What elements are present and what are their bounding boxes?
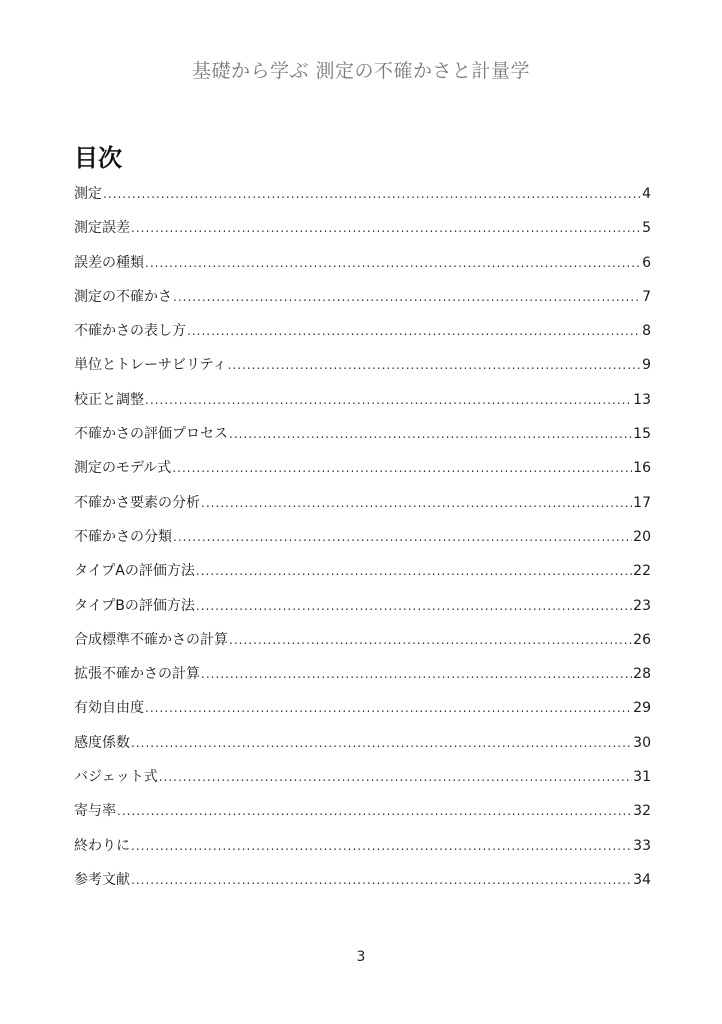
toc-list <box>74 177 651 897</box>
toc-dot-leader <box>228 348 641 382</box>
toc-entry-label: 単位とトレーサビリティ <box>74 357 227 374</box>
toc-dot-leader <box>131 211 641 245</box>
toc-entry[interactable] <box>74 451 651 485</box>
toc-entry-label: バジェット式 <box>74 769 158 786</box>
running-header-title: 基礎から学ぶ 測定の不確かさと計量学 <box>191 60 531 82</box>
toc-dot-leader <box>229 623 632 657</box>
toc-entry-label: 参考文献 <box>74 871 130 888</box>
toc-entry[interactable] <box>74 383 651 417</box>
toc-dot-leader <box>145 383 632 417</box>
toc-entry-label: 有効自由度 <box>74 700 144 717</box>
toc-entry-label: 不確かさ要素の分析 <box>74 494 200 511</box>
toc-entry[interactable] <box>74 246 651 280</box>
toc-entry-page: 20 <box>633 528 651 545</box>
toc-entry-label: 不確かさの評価プロセス <box>74 426 228 443</box>
toc-entry-page: 30 <box>633 734 651 751</box>
toc-entry-page: 15 <box>633 426 651 443</box>
page-number: 3 <box>356 949 366 965</box>
toc-dot-leader <box>187 314 641 348</box>
toc-entry[interactable] <box>74 348 651 382</box>
toc-title: 目次 <box>74 144 122 172</box>
toc-entry-page: 7 <box>642 288 651 305</box>
toc-entry-page: 31 <box>633 769 651 786</box>
toc-dot-leader <box>196 589 632 623</box>
toc-entry[interactable] <box>74 589 651 623</box>
toc-entry-page: 29 <box>633 700 651 717</box>
toc-entry[interactable] <box>74 280 651 314</box>
toc-entry-label: 終わりに <box>74 837 130 854</box>
toc-entry-label: 拡張不確かさの計算 <box>74 666 200 683</box>
toc-entry[interactable] <box>74 177 651 211</box>
toc-dot-leader <box>173 280 641 314</box>
toc-entry-label: 誤差の種類 <box>74 254 144 271</box>
toc-dot-leader <box>131 726 632 760</box>
toc-entry-label: 感度係数 <box>74 734 130 751</box>
toc-entry-label: タイプBの評価方法 <box>74 597 195 614</box>
toc-entry[interactable] <box>74 863 651 897</box>
toc-dot-leader <box>196 554 632 588</box>
toc-entry[interactable] <box>74 211 651 245</box>
toc-entry-label: 不確かさの分類 <box>74 528 172 545</box>
toc-entry[interactable] <box>74 486 651 520</box>
toc-entry[interactable] <box>74 829 651 863</box>
toc-entry-label: 寄与率 <box>74 803 116 820</box>
toc-dot-leader <box>131 829 632 863</box>
toc-dot-leader <box>173 520 632 554</box>
toc-entry-label: 測定の不確かさ <box>74 288 172 305</box>
toc-entry-label: 合成標準不確かさの計算 <box>74 631 228 648</box>
toc-entry-label: 不確かさの表し方 <box>74 323 186 340</box>
toc-entry-label: 測定のモデル式 <box>74 460 172 477</box>
toc-entry[interactable] <box>74 760 651 794</box>
toc-entry[interactable] <box>74 520 651 554</box>
toc-entry-page: 8 <box>642 323 651 340</box>
toc-entry[interactable] <box>74 623 651 657</box>
toc-entry-page: 33 <box>633 837 651 854</box>
toc-entry-page: 9 <box>642 357 651 374</box>
toc-dot-leader <box>145 246 641 280</box>
toc-entry[interactable] <box>74 554 651 588</box>
toc-entry[interactable] <box>74 417 651 451</box>
toc-entry-page: 28 <box>633 666 651 683</box>
toc-entry-page: 6 <box>642 254 651 271</box>
toc-dot-leader <box>117 794 632 828</box>
toc-entry[interactable] <box>74 726 651 760</box>
toc-dot-leader <box>229 417 632 451</box>
toc-entry-label: 測定誤差 <box>74 220 130 237</box>
toc-entry-label: タイプAの評価方法 <box>74 563 195 580</box>
toc-entry-label: 測定 <box>74 186 102 202</box>
toc-entry-page: 13 <box>633 391 651 408</box>
toc-entry[interactable] <box>74 691 651 725</box>
toc-dot-leader <box>159 760 632 794</box>
toc-dot-leader <box>103 177 641 211</box>
toc-entry-page: 26 <box>633 631 651 648</box>
toc-dot-leader <box>172 451 632 485</box>
toc-entry[interactable] <box>74 314 651 348</box>
toc-entry-page: 22 <box>633 563 651 580</box>
toc-dot-leader <box>201 486 632 520</box>
toc-entry-page: 23 <box>633 597 651 614</box>
toc-entry-page: 4 <box>642 186 651 202</box>
toc-entry-page: 34 <box>633 871 651 888</box>
toc-entry-page: 16 <box>633 460 651 477</box>
toc-dot-leader <box>145 691 632 725</box>
toc-dot-leader <box>201 657 632 691</box>
toc-dot-leader <box>131 863 632 897</box>
toc-entry[interactable] <box>74 657 651 691</box>
toc-entry-label: 校正と調整 <box>74 391 144 408</box>
toc-entry[interactable] <box>74 794 651 828</box>
toc-entry-page: 17 <box>633 494 651 511</box>
toc-entry-page: 5 <box>642 220 651 237</box>
toc-entry-page: 32 <box>633 803 651 820</box>
